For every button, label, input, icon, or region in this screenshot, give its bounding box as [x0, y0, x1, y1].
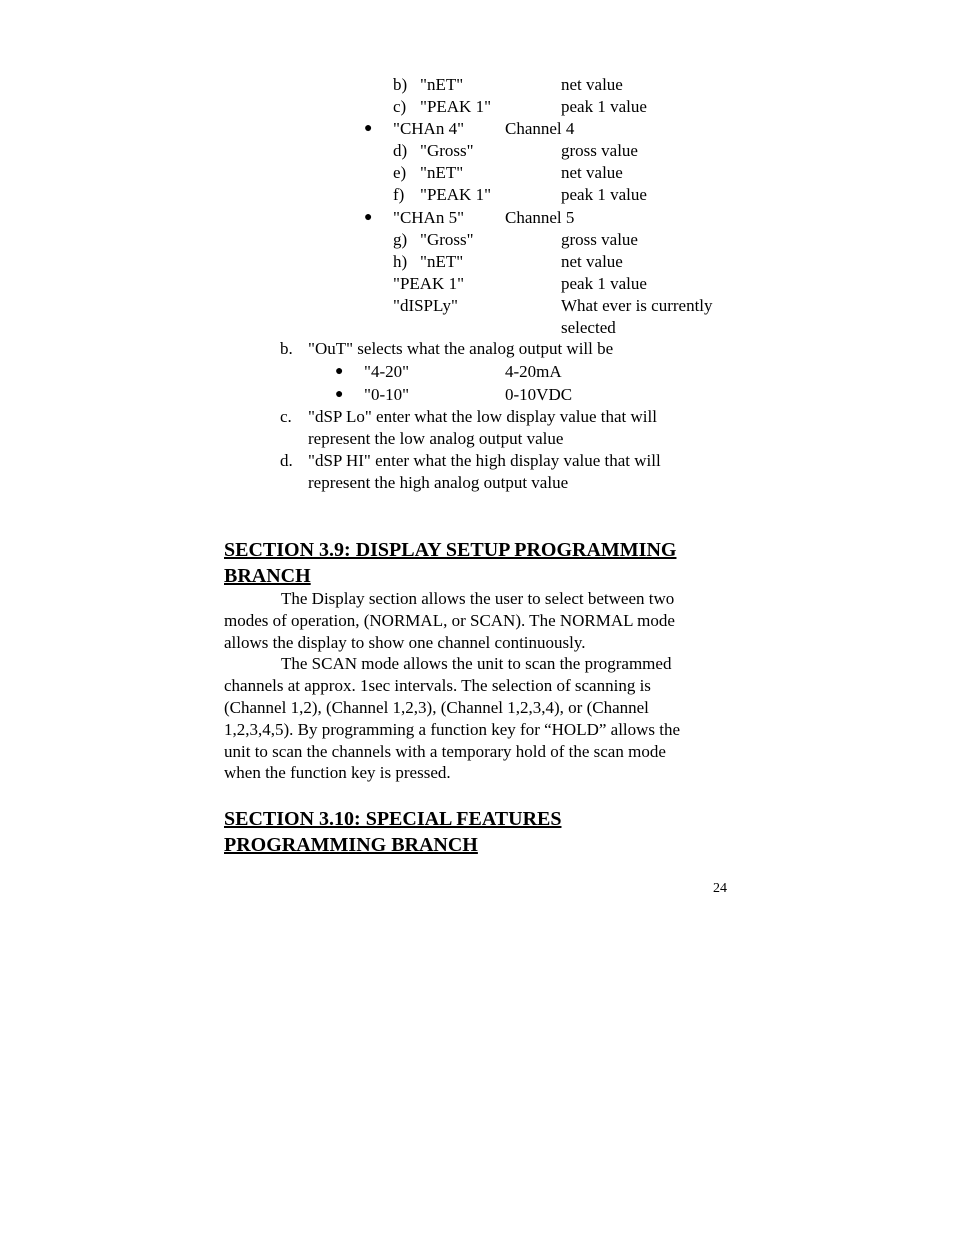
- list-mark: d): [393, 141, 408, 160]
- option-code: "0-10": [364, 385, 410, 404]
- channel-code: "CHAn 4": [393, 119, 465, 138]
- dsp-lo-text: represent the low analog output value: [308, 429, 564, 448]
- paragraph-line: The Display section allows the user to select between two: [281, 589, 675, 608]
- list-desc: peak 1 value: [561, 185, 647, 204]
- list-code: "nET": [420, 75, 464, 94]
- channel-code: "CHAn 5": [393, 208, 465, 227]
- list-mark: d.: [280, 451, 293, 470]
- list-code: "Gross": [420, 230, 474, 249]
- list-mark: f): [393, 185, 405, 204]
- paragraph-line: modes of operation, (NORMAL, or SCAN). The NORMAL mode: [224, 611, 675, 630]
- page-number: 24: [713, 881, 727, 896]
- list-code: "nET": [420, 252, 464, 271]
- paragraph-line: (Channel 1,2), (Channel 1,2,3), (Channel 1,2,3,4), or (Channel: [224, 698, 649, 717]
- option-code: "4-20": [364, 362, 410, 381]
- paragraph-line: The SCAN mode allows the unit to scan the programmed: [281, 654, 672, 673]
- list-mark: c.: [280, 407, 292, 426]
- list-code: "dISPLy": [393, 296, 458, 315]
- bullet-icon: ●: [364, 121, 373, 136]
- section-heading: BRANCH: [224, 565, 311, 587]
- channel-name: Channel 5: [505, 208, 575, 227]
- paragraph-line: 1,2,3,4,5). By programming a function key for “HOLD” allows the: [224, 720, 681, 739]
- option-desc: 0-10VDC: [505, 385, 573, 404]
- bullet-icon: ●: [335, 387, 344, 402]
- list-code: "nET": [420, 163, 464, 182]
- bullet-icon: ●: [364, 210, 373, 225]
- list-code: "PEAK 1": [420, 185, 492, 204]
- list-code: "PEAK 1": [420, 97, 492, 116]
- list-desc: peak 1 value: [561, 97, 647, 116]
- list-mark: e): [393, 163, 407, 182]
- list-code: "Gross": [420, 141, 474, 160]
- list-mark: h): [393, 252, 408, 271]
- list-mark: b): [393, 75, 408, 94]
- dsp-hi-text: "dSP HI" enter what the high display value that will: [308, 451, 661, 470]
- paragraph-line: unit to scan the channels with a temporary hold of the scan mode: [224, 742, 666, 761]
- list-mark: c): [393, 97, 407, 116]
- channel-name: Channel 4: [505, 119, 575, 138]
- paragraph-line: channels at approx. 1sec intervals. The selection of scanning is: [224, 676, 651, 695]
- list-mark: b.: [280, 339, 293, 358]
- list-desc: selected: [561, 318, 616, 337]
- list-desc: peak 1 value: [561, 274, 647, 293]
- list-desc: What ever is currently: [561, 296, 713, 315]
- list-desc: gross value: [561, 141, 638, 160]
- list-desc: gross value: [561, 230, 638, 249]
- bullet-icon: ●: [335, 364, 344, 379]
- section-heading: PROGRAMMING BRANCH: [224, 834, 478, 856]
- list-mark: g): [393, 230, 408, 249]
- list-code: "PEAK 1": [393, 274, 465, 293]
- option-desc: 4-20mA: [505, 362, 562, 381]
- paragraph-line: when the function key is pressed.: [224, 763, 451, 782]
- out-text: "OuT" selects what the analog output will be: [308, 339, 614, 358]
- list-desc: net value: [561, 252, 623, 271]
- list-desc: net value: [561, 163, 623, 182]
- dsp-lo-text: "dSP Lo" enter what the low display value that will: [308, 407, 657, 426]
- paragraph-line: allows the display to show one channel continuously.: [224, 633, 586, 652]
- dsp-hi-text: represent the high analog output value: [308, 473, 569, 492]
- section-heading: SECTION 3.10: SPECIAL FEATURES: [224, 808, 562, 830]
- section-heading: SECTION 3.9: DISPLAY SETUP PROGRAMMING: [224, 539, 677, 561]
- list-desc: net value: [561, 75, 623, 94]
